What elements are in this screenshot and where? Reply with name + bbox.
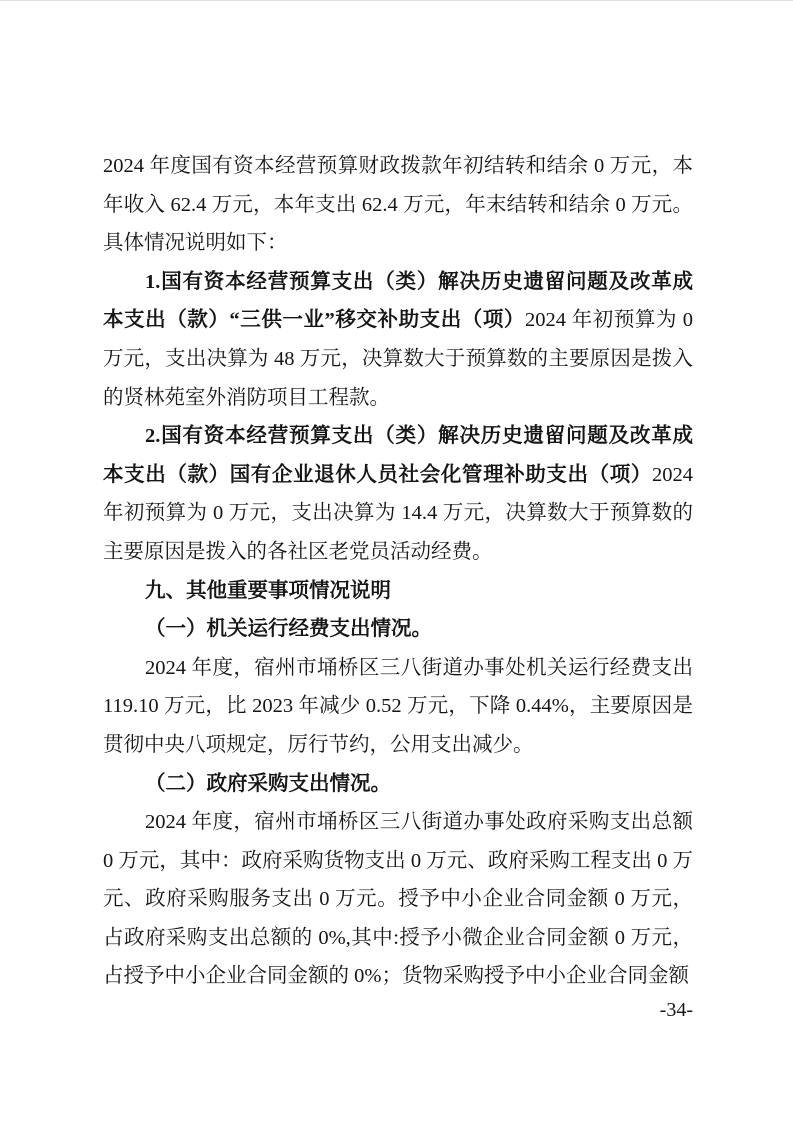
item-1-detail: 2024 年初预算为 0 万元，支出决算为 48 万元，决算数大于预算数的主要原因是拨入的贤林苑室外消防项目工程款。 [103, 309, 693, 409]
section-9-heading: 九、其他重要事项情况说明 [145, 579, 392, 602]
subsection-2-body: 2024 年度，宿州市埇桥区三八街道办事处政府采购支出总额 0 万元，其中：政府采购货物支出 0 万元、政府采购工程支出 0 万元、政府采购服务支出 0 万元。授予中小企业合同金额 0 万元，占政府采购支出总额的 0%,其中:授予小微企业合同金额 0 万元，占授予中小企业合同金额的 0%；货物采购授予中小企业合同金额 [103, 811, 693, 988]
page-number: -34- [659, 999, 693, 1021]
item-2-paragraph [103, 417, 693, 571]
item-2-detail: 2024 年初预算为 0 万元，支出决算为 14.4 万元，决算数大于预算数的主要原因是拨入的各社区老党员活动经费。 [103, 463, 693, 563]
item-1-paragraph [103, 263, 693, 417]
item-1-title: 1.国有资本经营预算支出（类）解决历史遗留问题及改革成本支出（款）“三供一业”移交补助支出（项） [103, 270, 693, 332]
subsection-1-heading: （一）机关运行经费支出情况。 [145, 618, 433, 641]
subsection-1-body: 2024 年度，宿州市埇桥区三八街道办事处机关运行经费支出 119.10 万元，比 2023 年减少 0.52 万元，下降 0.44%，主要原因是贯彻中央八项规定，厉行节约，公用支出减少。 [103, 656, 693, 756]
intro-paragraph: 2024 年度国有资本经营预算财政拨款年初结转和结余 0 万元，本年收入 62.4 万元，本年支出 62.4 万元，年末结转和结余 0 万元。具体情况说明如下： [103, 155, 693, 255]
subsection-2-heading: （二）政府采购支出情况。 [145, 772, 392, 795]
item-2-title: 2.国有资本经营预算支出（类）解决历史遗留问题及改革成本支出（款）国有企业退休人员社会化管理补助支出（项） [103, 425, 693, 486]
